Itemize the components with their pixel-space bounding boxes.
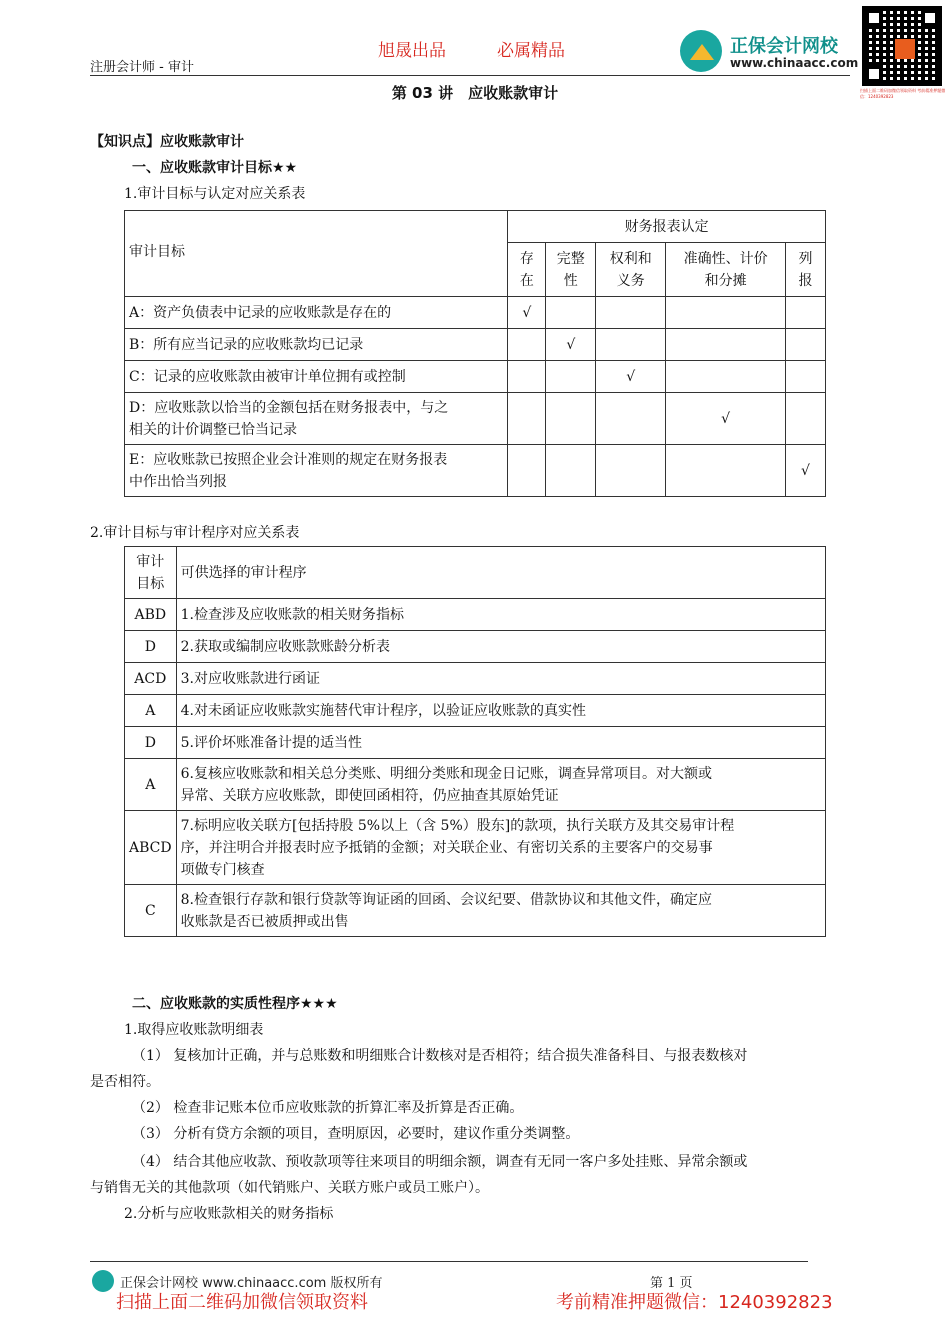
step-1-item-3: （3） 分析有贷方余额的项目，查明原因，必要时，建议作重分类调整。 <box>132 1126 580 1142</box>
lecture-title: 第 03 讲 应收账款审计 <box>391 84 559 102</box>
table1-empty-cell <box>508 361 546 393</box>
table1-empty-cell <box>596 445 666 497</box>
check-mark: √ <box>666 393 786 445</box>
chinaacc-logo[interactable] <box>680 30 860 74</box>
logo-url: www.chinaacc.com <box>730 56 859 70</box>
table1-goal-header: 审计目标 <box>125 211 508 297</box>
table1-row <box>125 445 826 497</box>
table1-subheader-presentation: 列 报 <box>786 243 826 297</box>
table-1-caption: 1.审计目标与认定对应关系表 <box>124 186 306 202</box>
table1-empty-cell <box>508 393 546 445</box>
table2-row <box>125 727 826 759</box>
table1-empty-cell <box>786 361 826 393</box>
table1-subheader-valuation: 准确性、计价 和分摊 <box>666 243 786 297</box>
footer-promo-left: 扫描上面二维码加微信领取资料 <box>116 1292 368 1313</box>
check-mark: √ <box>546 329 596 361</box>
table1-empty-cell <box>546 361 596 393</box>
table1-empty-cell <box>508 445 546 497</box>
table2-goal-header: 审计 目标 <box>125 547 177 599</box>
table2-row <box>125 811 826 885</box>
table1-subheader-rights: 权利和 义务 <box>596 243 666 297</box>
table2-goal-cell: C <box>125 885 177 937</box>
table1-goal-cell: E：应收账款已按照企业会计准则的规定在财务报表 中作出恰当列报 <box>125 445 508 497</box>
table1-goal-cell: C：记录的应收账款由被审计单位拥有或控制 <box>125 361 508 393</box>
page-number: 第 1 页 <box>650 1276 693 1291</box>
table2-row <box>125 695 826 727</box>
section-2-heading: 二、应收账款的实质性程序★★★ <box>132 996 338 1012</box>
footer-logo-icon <box>92 1270 114 1292</box>
table1-subheader-completeness: 完整 性 <box>546 243 596 297</box>
footer-divider <box>90 1261 808 1262</box>
table1-empty-cell <box>666 329 786 361</box>
step-2-title: 2.分析与应收账款相关的财务指标 <box>124 1206 334 1222</box>
table2-procedure-cell: 7.标明应收关联方[包括持股 5%以上（含 5%）股东]的款项，执行关联方及其交易审计程 序，并注明合并报表时应予抵销的金额；对关联企业、有密切关系的主要客户的交易事 项做专门核查 <box>176 811 825 885</box>
table2-goal-cell: ACD <box>125 663 177 695</box>
table2-procedure-cell: 5.评价坏账准备计提的适当性 <box>176 727 825 759</box>
brand-slogan-left: 旭晟出品 <box>378 41 446 61</box>
knowledge-point-heading: 【知识点】应收账款审计 <box>90 134 244 150</box>
step-1-item-4: （4） 结合其他应收款、预收款项等往来项目的明细余额，调查有无同一客户多处挂账、异常余额或 <box>132 1154 748 1170</box>
logo-name: 正保会计网校 <box>730 36 838 57</box>
check-mark: √ <box>508 297 546 329</box>
table1-empty-cell <box>666 361 786 393</box>
table1-goal-cell: B：所有应当记录的应收账款均已记录 <box>125 329 508 361</box>
table1-empty-cell <box>666 445 786 497</box>
table1-row <box>125 393 826 445</box>
table2-row <box>125 599 826 631</box>
table1-empty-cell <box>546 445 596 497</box>
check-mark: √ <box>596 361 666 393</box>
table1-empty-cell <box>546 297 596 329</box>
table1-empty-cell <box>666 297 786 329</box>
table2-procedure-cell: 8.检查银行存款和银行贷款等询证函的回函、会议纪要、借款协议和其他文件，确定应 收账款是否已被质押或出售 <box>176 885 825 937</box>
table1-empty-cell <box>596 393 666 445</box>
table2-row <box>125 663 826 695</box>
step-1-title: 1.取得应收账款明细表 <box>124 1022 264 1038</box>
header-divider <box>90 75 850 76</box>
table2-row <box>125 631 826 663</box>
table2-procedure-header: 可供选择的审计程序 <box>176 547 825 599</box>
section-1-heading: 一、应收账款审计目标★★ <box>132 160 298 176</box>
table2-row <box>125 759 826 811</box>
table2-row <box>125 885 826 937</box>
table1-subheader-existence: 存 在 <box>508 243 546 297</box>
table2-procedure-cell: 6.复核应收账款和相关总分类账、明细分类账和现金日记账，调查异常项目。对大额或 异常、关联方应收账款，即使回函相符，仍应抽查其原始凭证 <box>176 759 825 811</box>
brand-slogan-right: 必属精品 <box>497 41 565 61</box>
table1-empty-cell <box>508 329 546 361</box>
step-1-item-4-cont: 与销售无关的其他款项（如代销账户、关联方账户或员工账户）。 <box>90 1180 489 1196</box>
qr-code-icon <box>862 6 942 86</box>
table2-goal-cell: ABD <box>125 599 177 631</box>
qr-note: 扫描上面二维码加微信领取资料 考前精准押题微信：1240392823 <box>860 88 946 99</box>
check-mark: √ <box>786 445 826 497</box>
table2-procedure-cell: 4.对未函证应收账款实施替代审计程序，以验证应收账款的真实性 <box>176 695 825 727</box>
table2-procedure-cell: 2.获取或编制应收账款账龄分析表 <box>176 631 825 663</box>
table2-goal-cell: D <box>125 631 177 663</box>
table1-empty-cell <box>596 329 666 361</box>
footer-promo-right: 考前精准押题微信：1240392823 <box>556 1292 833 1313</box>
table1-goal-cell: D：应收账款以恰当的金额包括在财务报表中，与之 相关的计价调整已恰当记录 <box>125 393 508 445</box>
step-1-item-1: （1） 复核加计正确，并与总账数和明细账合计数核对是否相符；结合损失准备科目、与报表数核对 <box>132 1048 748 1064</box>
table2-goal-cell: D <box>125 727 177 759</box>
table1-goal-cell: A：资产负债表中记录的应收账款是存在的 <box>125 297 508 329</box>
logo-icon <box>680 30 722 72</box>
table1-row <box>125 297 826 329</box>
table1-assertion-header: 财务报表认定 <box>508 211 826 243</box>
table2-goal-cell: A <box>125 759 177 811</box>
table1-row <box>125 361 826 393</box>
table2-procedure-cell: 1.检查涉及应收账款的相关财务指标 <box>176 599 825 631</box>
assertion-table <box>124 210 826 497</box>
table1-empty-cell <box>786 297 826 329</box>
table1-empty-cell <box>546 393 596 445</box>
step-1-item-2: （2） 检查非记账本位币应收账款的折算汇率及折算是否正确。 <box>132 1100 524 1116</box>
procedure-table <box>124 546 826 937</box>
table2-goal-cell: ABCD <box>125 811 177 885</box>
table-2-caption: 2.审计目标与审计程序对应关系表 <box>90 525 300 541</box>
table2-goal-cell: A <box>125 695 177 727</box>
footer-copyright: 正保会计网校 www.chinaacc.com 版权所有 <box>120 1276 383 1291</box>
table1-empty-cell <box>786 329 826 361</box>
table1-empty-cell <box>786 393 826 445</box>
step-1-item-1-cont: 是否相符。 <box>90 1074 160 1090</box>
table2-procedure-cell: 3.对应收账款进行函证 <box>176 663 825 695</box>
table1-row <box>125 329 826 361</box>
course-label: 注册会计师 - 审计 <box>90 60 194 75</box>
table1-empty-cell <box>596 297 666 329</box>
